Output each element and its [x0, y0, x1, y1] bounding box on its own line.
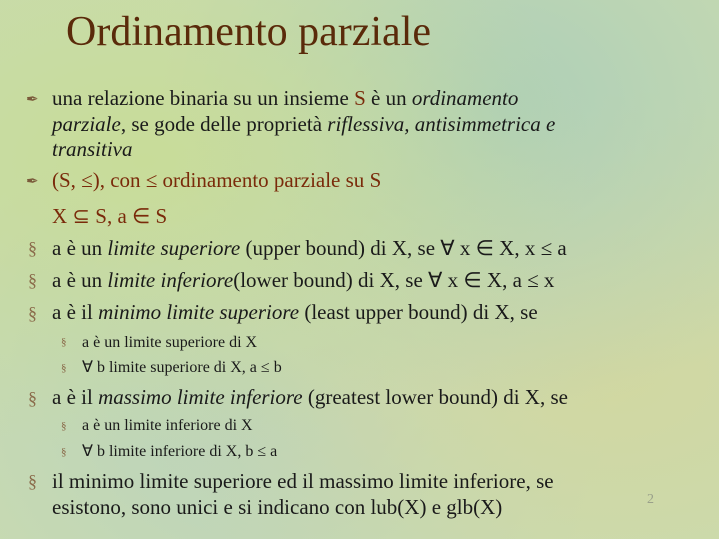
slide-title: Ordinamento parziale — [66, 9, 431, 55]
upper-bound-line: a è un limite superiore (upper bound) di X, se ∀ x ∈ X, x ≤ a — [52, 236, 567, 260]
glb-condition-1: a è un limite inferiore di X — [82, 417, 253, 434]
glb-condition-2: ∀ b limite inferiore di X, b ≤ a — [82, 443, 278, 460]
section-sign-icon: § — [28, 388, 37, 408]
uniqueness-line-1: il minimo limite superiore ed il massimo limite inferiore, se — [52, 469, 554, 493]
section-sign-icon: § — [28, 270, 37, 290]
quill-pen-icon: ✒ — [26, 92, 39, 108]
section-sign-icon: § — [61, 446, 67, 458]
least-upper-bound-line: a è il minimo limite superiore (least upper bound) di X, se — [52, 300, 538, 324]
poset-line: (S, ≤), con ≤ ordinamento parziale su S — [52, 168, 382, 192]
section-sign-icon: § — [61, 336, 67, 348]
quill-pen-icon: ✒ — [26, 174, 39, 190]
section-sign-icon: § — [28, 238, 37, 258]
definition-line-2: parziale, se gode delle proprietà riflessiva, antisimmetrica e — [52, 112, 556, 136]
section-sign-icon: § — [28, 471, 37, 491]
set-definition: X ⊆ S, a ∈ S — [52, 204, 168, 228]
lub-condition-1: a è un limite superiore di X — [82, 334, 258, 351]
section-sign-icon: § — [61, 362, 67, 374]
page-number: 2 — [647, 492, 654, 507]
section-sign-icon: § — [28, 303, 37, 323]
definition-line-3: transitiva — [52, 137, 133, 161]
lub-condition-2: ∀ b limite superiore di X, a ≤ b — [82, 359, 282, 376]
section-sign-icon: § — [61, 420, 67, 432]
uniqueness-line-2: esistono, sono unici e si indicano con lub(X) e glb(X) — [52, 495, 503, 519]
lower-bound-line: a è un limite inferiore(lower bound) di X, se ∀ x ∈ X, a ≤ x — [52, 268, 555, 292]
definition-line-1: una relazione binaria su un insieme S è un ordinamento — [52, 86, 519, 110]
greatest-lower-bound-line: a è il massimo limite inferiore (greatest lower bound) di X, se — [52, 385, 568, 409]
